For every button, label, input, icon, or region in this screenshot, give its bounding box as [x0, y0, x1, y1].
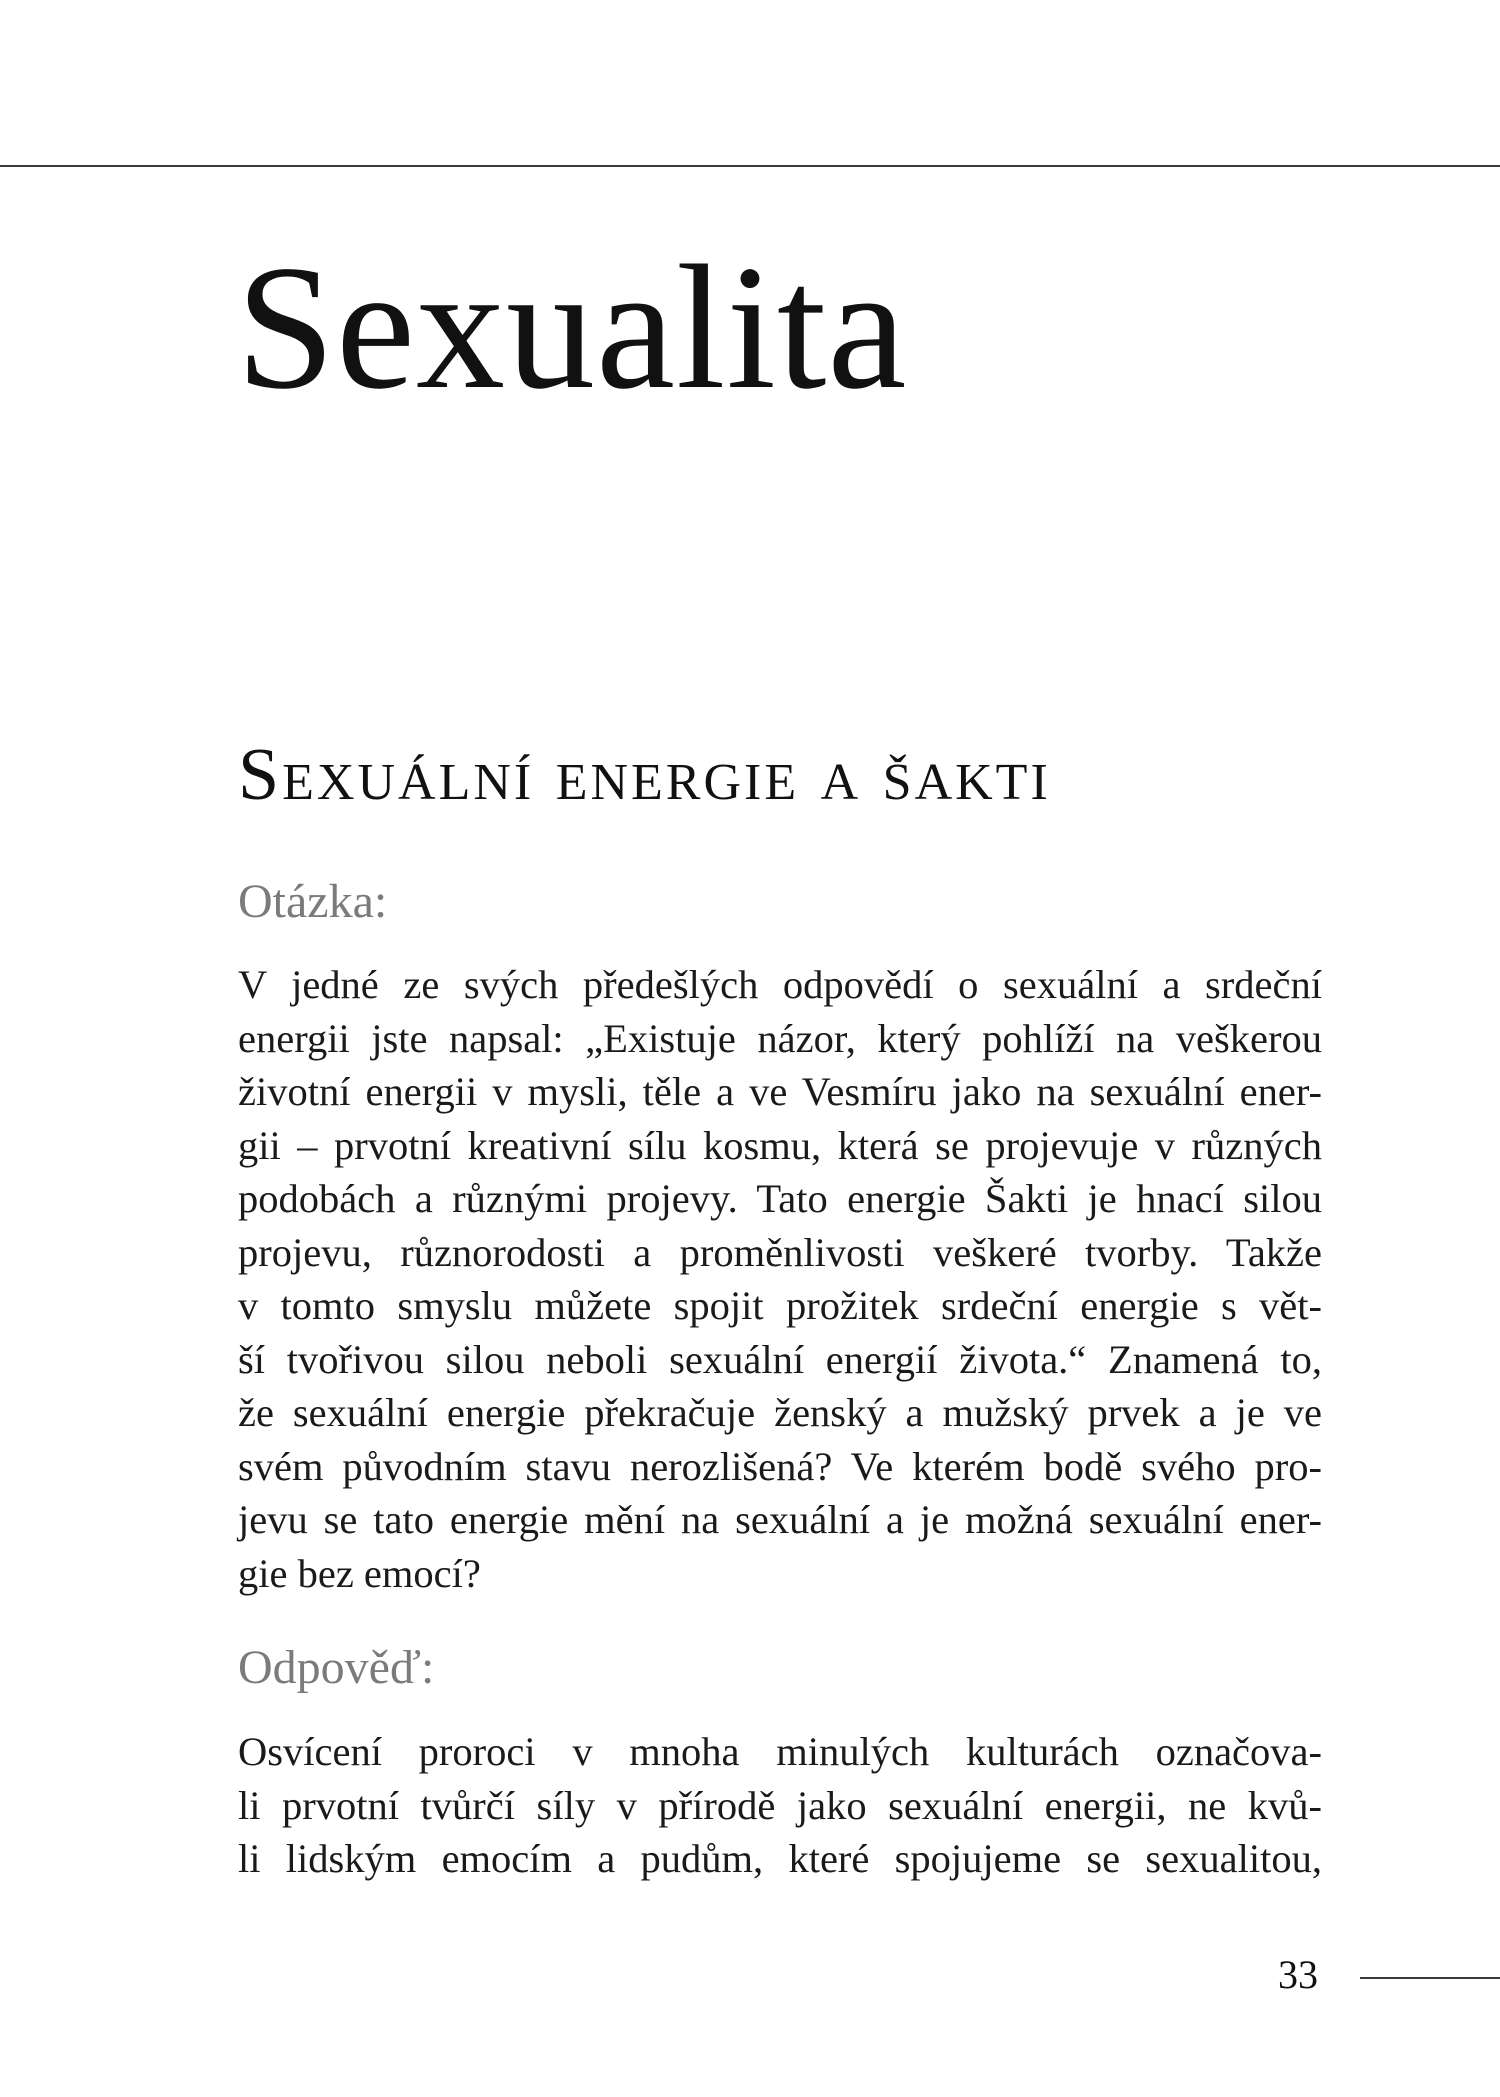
question-line: životní energii v mysli, těle a ve Vesmíru jako na sexuální ener- [238, 1069, 1322, 1114]
question-line: V jedné ze svých předešlých odpovědí o sexuální a srdeční [238, 962, 1322, 1007]
question-line: svém původním stavu nerozlišená? Ve kterém bodě svého pro- [238, 1443, 1322, 1489]
question-line: ší tvořivou silou neboli sexuální energií života.“ Znamená to, [238, 1336, 1322, 1382]
section-title: Sexuální energie a šakti [238, 734, 1051, 816]
top-rule [0, 165, 1500, 167]
question-line: podobách a různými projevy. Tato energie Šakti je hnací silou [238, 1176, 1322, 1221]
answer-line: Osvícení proroci v mnoha minulých kulturách označova- [238, 1729, 1322, 1774]
answer-line: li lidským emocím a pudům, které spojujeme se sexualitou, [238, 1836, 1322, 1881]
answer-text [238, 1725, 1322, 1886]
question-line: energii jste napsal: „Existuje názor, který pohlíží na veškerou [238, 1015, 1322, 1061]
question-line: gii – prvotní kreativní sílu kosmu, která se projevuje v různých [238, 1122, 1322, 1168]
page-number: 33 [1278, 1952, 1318, 1997]
chapter-title: Sexualita [236, 228, 908, 426]
answer-label: Odpověď: [238, 1641, 435, 1694]
question-line: gie bez emocí? [238, 1550, 481, 1596]
question-line: projevu, různorodosti a proměnlivosti veškeré tvorby. Takže [238, 1229, 1322, 1275]
footer-rule [1360, 1977, 1500, 1979]
question-text [238, 958, 1322, 1600]
question-line: v tomto smyslu můžete spojit prožitek srdeční energie s vět- [238, 1283, 1322, 1328]
question-line: jevu se tato energie mění na sexuální a je možná sexuální ener- [238, 1497, 1322, 1542]
question-label: Otázka: [238, 875, 388, 928]
question-line: že sexuální energie překračuje ženský a mužský prvek a je ve [238, 1390, 1322, 1435]
answer-line: li prvotní tvůrčí síly v přírodě jako sexuální energii, ne kvů- [238, 1782, 1322, 1828]
